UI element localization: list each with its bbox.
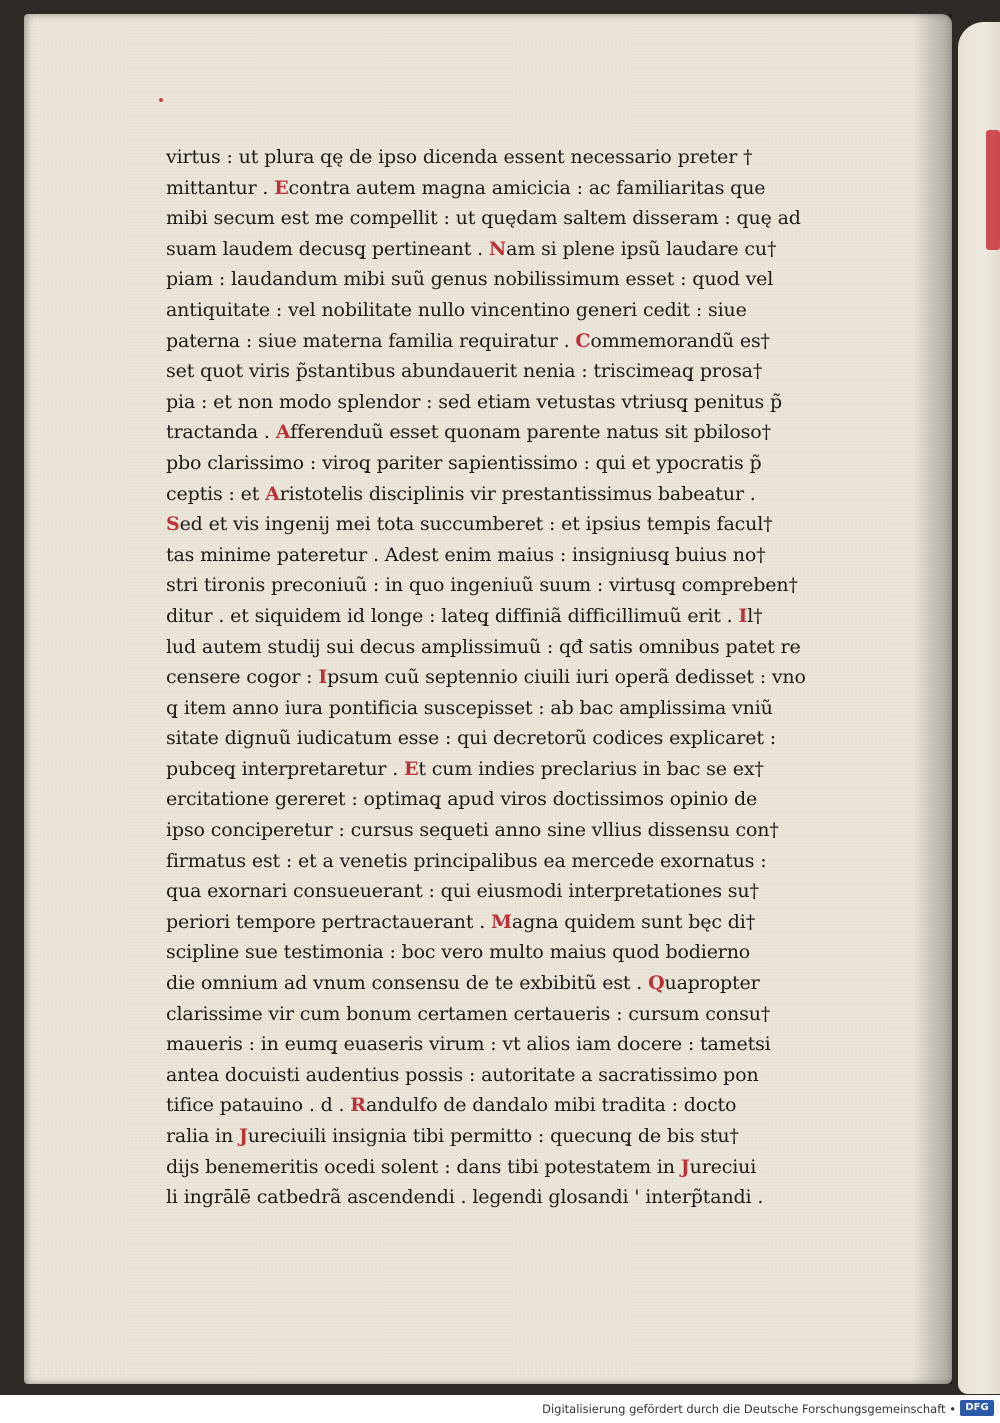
text-line: set quot viris p̃stantibus abundauerit nenia : triscimeaq̧ prosa† bbox=[166, 360, 763, 383]
text-line: q̧ item anno iura pontificia suscepisset : ab bac amplissima vniũ bbox=[166, 696, 773, 719]
text-line: antea docuisti audentius possis : autoritate a sacratissimo pon bbox=[166, 1063, 759, 1086]
text-line: dijs benemeritis ocedi solent : dans tibi potestatem in Jureciui bbox=[166, 1155, 757, 1178]
text-line: ditur . et siquidem id longe : lateq̧ diffiniã difficillimuũ erit . Il† bbox=[166, 604, 763, 627]
rubric-initial: I bbox=[738, 604, 748, 627]
text-line: mibi secum est me compellit : ut quędam saltem disseram : quę ad bbox=[166, 207, 801, 230]
text-line: die omnium ad vnum consensu de te exbibitũ est . Quapropter bbox=[166, 972, 760, 995]
text-line: tas minime pateretur . Adest enim maius : insigniusq̧ buius no† bbox=[166, 543, 766, 566]
footer-bar bbox=[0, 1395, 1000, 1423]
text-line: ralia in Jureciuili insignia tibi permitto : quecunq̧ de bis stu† bbox=[166, 1125, 739, 1147]
text-line: firmatus est : et a venetis principalibus ea mercede exornatus : bbox=[166, 849, 767, 872]
text-block bbox=[166, 142, 851, 1213]
text-line: paterna : siue materna familia requiratur . Commemorandũ es† bbox=[166, 329, 770, 352]
text-line: ceptis : et Aristotelis disciplinis vir prestantissimus babeatur . bbox=[166, 482, 756, 505]
rubric-initial: M bbox=[491, 910, 512, 933]
text-line: pubceq̧ interpretaretur . Et cum indies preclarius in bac se ex† bbox=[166, 757, 764, 780]
text-line: ipso conciperetur : cursus sequeti anno sine vllius dissensu con† bbox=[166, 819, 779, 842]
rubric-initial: J bbox=[238, 1125, 248, 1147]
rubric-initial: N bbox=[488, 237, 507, 260]
text-line: sitate dignuũ iudicatum esse : qui decretorũ codices explicaret : bbox=[166, 727, 776, 750]
text-line: suam laudem decusq̧ pertineant . Nam si plene ipsũ laudare cu† bbox=[166, 237, 777, 260]
rubric-initial: J bbox=[680, 1155, 690, 1178]
next-page-edge bbox=[958, 22, 1000, 1394]
rubric-initial: R bbox=[350, 1094, 366, 1117]
text-line: maueris : in eumq̧ euaseris virum : vt alios iam docere : tametsi bbox=[166, 1033, 771, 1056]
text-line: ercitatione gereret : optimaq̧ apud viros doctissimos opinio de bbox=[166, 788, 758, 811]
text-line: qua exornari consueuerant : qui eiusmodi interpretationes su† bbox=[166, 880, 759, 903]
text-line: censere cogor : Ipsum cuũ septennio ciuili iuri operã dedisset : vno bbox=[166, 666, 806, 689]
next-page-red-mark bbox=[986, 130, 1000, 250]
text-line: lud autem studij sui decus amplissimuũ : qđ satis omnibus patet re bbox=[166, 635, 801, 658]
text-line: pbo clarissimo : viroq̧ pariter sapientissimo : qui et ypocratis p̃ bbox=[166, 451, 762, 474]
rubric-initial: Q bbox=[648, 972, 665, 995]
text-line: tractanda . Afferenduũ esset quonam parente natus sit pbiloso† bbox=[166, 421, 771, 444]
rubric-initial: E bbox=[274, 176, 289, 199]
text-line: mittantur . Econtra autem magna amicicia : ac familiaritas que bbox=[166, 176, 766, 199]
text-line: scipline sue testimonia : boc vero multo maius quod bodierno bbox=[166, 941, 751, 964]
rubric-initial: E bbox=[404, 757, 419, 780]
text-line: pia : et non modo splendor : sed etiam vetustas vtriusq̧ penitus p̃ bbox=[166, 390, 783, 413]
manuscript-page bbox=[24, 14, 952, 1384]
text-line: stri tironis preconiuũ : in quo ingeniuũ suum : virtusq̧ compreben† bbox=[166, 574, 798, 597]
digitization-credit: Digitalisierung gefördert durch die Deutsche Forschungsgemeinschaft • bbox=[542, 1402, 956, 1416]
rubric-initial: C bbox=[575, 329, 591, 352]
rubric-initial: A bbox=[265, 482, 280, 505]
rubric-initial: I bbox=[318, 666, 328, 689]
rubric-initial: A bbox=[275, 421, 291, 444]
dfg-logo: DFG bbox=[960, 1400, 994, 1416]
text-line: Sed et vis ingenij mei tota succumberet : et ipsius tempis facul† bbox=[166, 513, 773, 536]
text-line: piam : laudandum mibi suũ genus nobilissimum esset : quod vel bbox=[166, 268, 774, 291]
text-line: li ingrālē catbedrã ascendendi . legendi glosandi ' interp̃tandi . bbox=[166, 1186, 764, 1209]
red-speck bbox=[159, 98, 163, 102]
gutter-shadow bbox=[912, 14, 952, 1384]
text-line: clarissime vir cum bonum certamen certaueris : cursum consu† bbox=[166, 1002, 771, 1025]
text-line: antiquitate : vel nobilitate nullo vincentino generi cedit : siue bbox=[166, 298, 747, 321]
rubric-initial: S bbox=[166, 513, 180, 536]
text-line: periori tempore pertractauerant . Magna quidem sunt bęc di† bbox=[166, 910, 756, 933]
text-line: virtus : ut plura qę de ipso dicenda essent necessario preter † bbox=[166, 146, 753, 168]
text-line: tifice patauino . d . Randulfo de dandalo mibi tradita : docto bbox=[166, 1094, 737, 1117]
